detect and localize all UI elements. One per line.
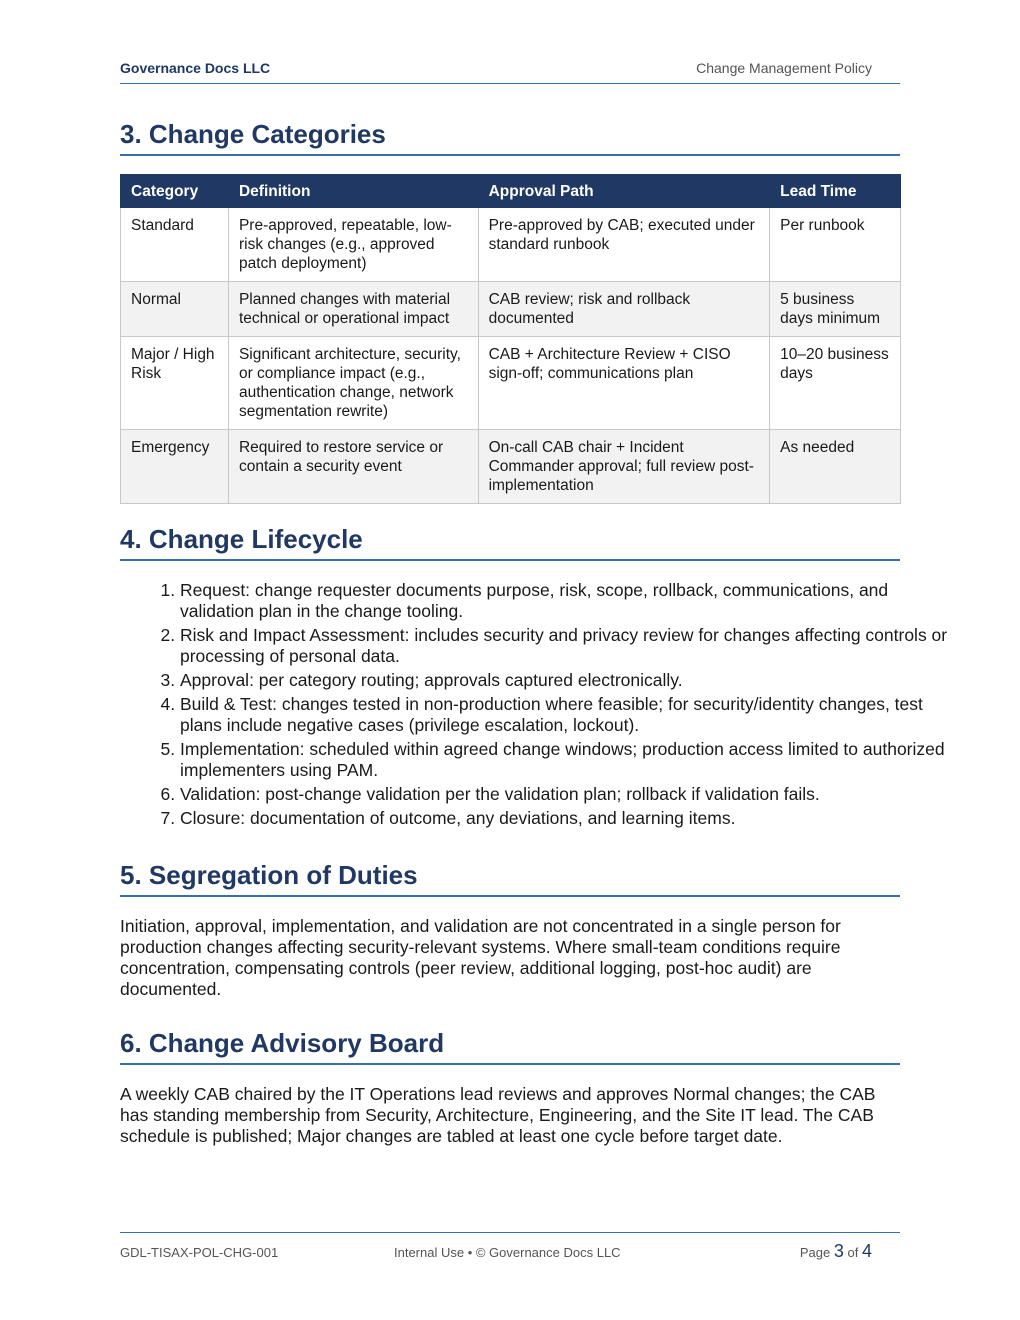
list-item: 4. Build & Test: changes tested in non-production where feasible; for security/identity changes, test plans include negative cases (privilege escalation, lockout). [180,694,960,736]
table-row [121,208,901,282]
list-item: 2. Risk and Impact Assessment: includes security and privacy review for changes affecting controls or processing of personal data. [180,625,960,667]
company-name: Governance Docs LLC [120,60,271,76]
table-cell: Emergency [121,430,229,504]
table-cell: Pre-approved by CAB; executed under standard runbook [478,208,770,282]
page-number [800,1241,872,1262]
section-heading-segregation: 5. Segregation of Duties [120,859,900,897]
list-item: 5. Implementation: scheduled within agreed change windows; production access limited to authorized implementers using PAM. [180,739,960,781]
document-title: Change Management Policy [696,60,872,76]
page-header [120,58,900,84]
table-header-row [121,175,901,208]
segregation-paragraph: Initiation, approval, implementation, and validation are not concentrated in a single person for production changes affecting security-relevant systems. Where small-team conditions require concentration, compensating controls (peer review, additional logging, post-hoc audit) are documented. [120,916,841,999]
document-id: GDL-TISAX-POL-CHG-001 [120,1245,279,1260]
current-page: 3 [833,1241,844,1261]
table-cell: Significant architecture, security, or compliance impact (e.g., authentication change, network segmentation rewrite) [228,337,478,430]
table-cell: Pre-approved, repeatable, low-risk changes (e.g., approved patch deployment) [228,208,478,282]
section-heading-cab: 6. Change Advisory Board [120,1027,900,1065]
table-row [121,282,901,337]
lifecycle-list [120,580,960,832]
section-heading-lifecycle: 4. Change Lifecycle [120,523,900,561]
total-pages: 4 [861,1241,872,1261]
table-cell: Normal [121,282,229,337]
page-footer [120,1232,900,1273]
table-cell: 10–20 business days [770,337,901,430]
list-item: 3. Approval: per category routing; approvals captured electronically. [180,670,960,691]
table-cell: Standard [121,208,229,282]
table-cell: CAB + Architecture Review + CISO sign-off; communications plan [478,337,770,430]
list-item: 6. Validation: post-change validation per the validation plan; rollback if validation fails. [180,784,960,805]
table-cell: 5 business days minimum [770,282,901,337]
table-cell: Per runbook [770,208,901,282]
table-cell: Required to restore service or contain a security event [228,430,478,504]
table-cell: On-call CAB chair + Incident Commander approval; full review post-implementation [478,430,770,504]
table-cell: Major / High Risk [121,337,229,430]
column-header: Lead Time [770,175,901,208]
table-row [121,430,901,504]
table-cell: As needed [770,430,901,504]
list-item: 7. Closure: documentation of outcome, any deviations, and learning items. [180,808,960,829]
page-of-label: of [847,1245,859,1260]
cab-paragraph: A weekly CAB chaired by the IT Operations lead reviews and approves Normal changes; the CAB has standing membership from Security, Architecture, Engineering, and the Site IT lead. The CAB schedule is published; Major changes are tabled at least one cycle before target date. [120,1084,876,1146]
change-categories-table [120,174,901,504]
table-cell: Planned changes with material technical or operational impact [228,282,478,337]
column-header: Category [121,175,229,208]
section-heading-categories: 3. Change Categories [120,118,900,156]
list-item: 1. Request: change requester documents purpose, risk, scope, rollback, communications, and validation plan in the change tooling. [180,580,960,622]
table-row [121,337,901,430]
column-header: Definition [228,175,478,208]
column-header: Approval Path [478,175,770,208]
table-cell: CAB review; risk and rollback documented [478,282,770,337]
page-label: Page [799,1245,831,1260]
classification-label: Internal Use • © Governance Docs LLC [394,1245,621,1260]
